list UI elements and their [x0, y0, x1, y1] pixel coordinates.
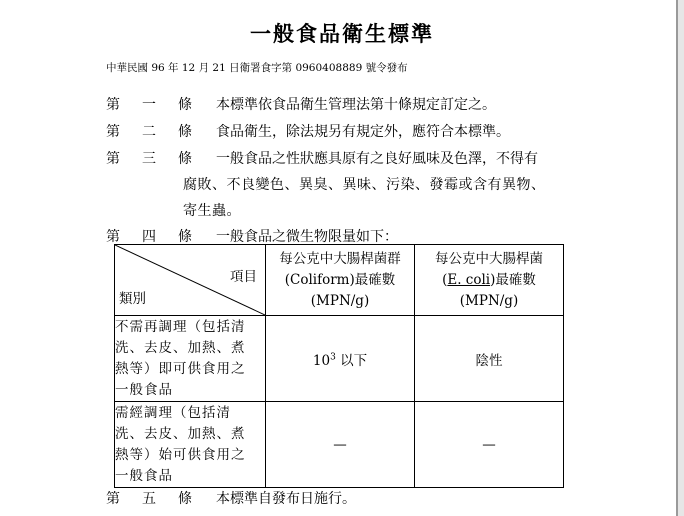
article-number: 第 四 條 — [106, 229, 192, 245]
category-text: 洗、去皮、加熱、煮 — [115, 425, 246, 442]
article-5 — [106, 488, 356, 508]
category-text: 不需再調理（包括清 — [115, 318, 246, 335]
article-text: 一般食品之微生物限量如下： — [216, 229, 398, 245]
document-title: 一般食品衛生標準 — [250, 21, 434, 46]
coliform-value: — — [266, 402, 415, 488]
category-text: 一般食品 — [115, 467, 173, 484]
header-text: (MPN/g) — [310, 292, 370, 309]
article-2 — [106, 121, 510, 141]
category-text: 需經調理（包括清 — [115, 404, 231, 421]
article-text: 一般食品之性狀應具原有之良好風味及色澤，不得有 — [216, 151, 538, 167]
value-suffix: 以下 — [335, 352, 368, 369]
article-3 — [106, 148, 538, 168]
header-text-suffix: 最確數 — [495, 271, 536, 288]
table-header-row — [115, 245, 564, 316]
article-text: 本標準依食品衛生管理法第十條規定訂定之。 — [216, 97, 496, 113]
header-text: 每公克中大腸桿菌群 — [279, 250, 401, 267]
ecoli-value: 陰性 — [415, 316, 564, 402]
category-text: 熱等）始可供食用之 — [115, 446, 246, 463]
category-cell — [115, 402, 266, 488]
ecoli-value: — — [415, 402, 564, 488]
article-4 — [106, 226, 398, 246]
header-text: (E. coli)最確數 — [442, 271, 536, 288]
value-base: 10 — [312, 352, 331, 369]
article-number: 第 五 條 — [106, 491, 192, 507]
article-1 — [106, 94, 496, 114]
category-text: 一般食品 — [115, 381, 173, 398]
header-text: (MPN/g) — [459, 292, 519, 309]
header-text: 每公克中大腸桿菌 — [435, 250, 543, 267]
page-border — [676, 0, 678, 516]
article-text: 本標準自發布日施行。 — [216, 491, 356, 507]
article-text: 食品衛生，除法規另有規定外，應符合本標準。 — [216, 124, 510, 140]
page-scroll-edge — [678, 0, 684, 516]
table-corner-header — [115, 245, 266, 316]
article-3-continuation-1: 腐敗、不良變色、異臭、異味、污染、發霉或含有異物、 — [183, 177, 546, 193]
category-cell — [115, 316, 266, 402]
value-exponent: 3 — [330, 352, 336, 362]
article-3-continuation-2: 寄生蟲。 — [183, 203, 241, 219]
header-coliform — [266, 245, 415, 316]
header-item-label: 項目 — [230, 269, 257, 285]
header-text: (Coliform)最確數 — [284, 271, 396, 288]
article-number: 第 三 條 — [106, 151, 192, 167]
header-ecoli — [415, 245, 564, 316]
microbial-limits-table — [114, 244, 564, 488]
ecoli-term: E. coli — [447, 271, 491, 288]
coliform-value — [266, 316, 415, 402]
category-text: 洗、去皮、加熱、煮 — [115, 339, 246, 356]
table-row — [115, 402, 564, 488]
article-number: 第 二 條 — [106, 124, 192, 140]
category-text: 熱等）即可供食用之 — [115, 360, 246, 377]
header-category-label: 類別 — [119, 291, 146, 307]
decree-line: 中華民國 96 年 12 月 21 日衛署食字第 0960408889 號令發布 — [106, 62, 408, 74]
table-row — [115, 316, 564, 402]
article-number: 第 一 條 — [106, 97, 192, 113]
